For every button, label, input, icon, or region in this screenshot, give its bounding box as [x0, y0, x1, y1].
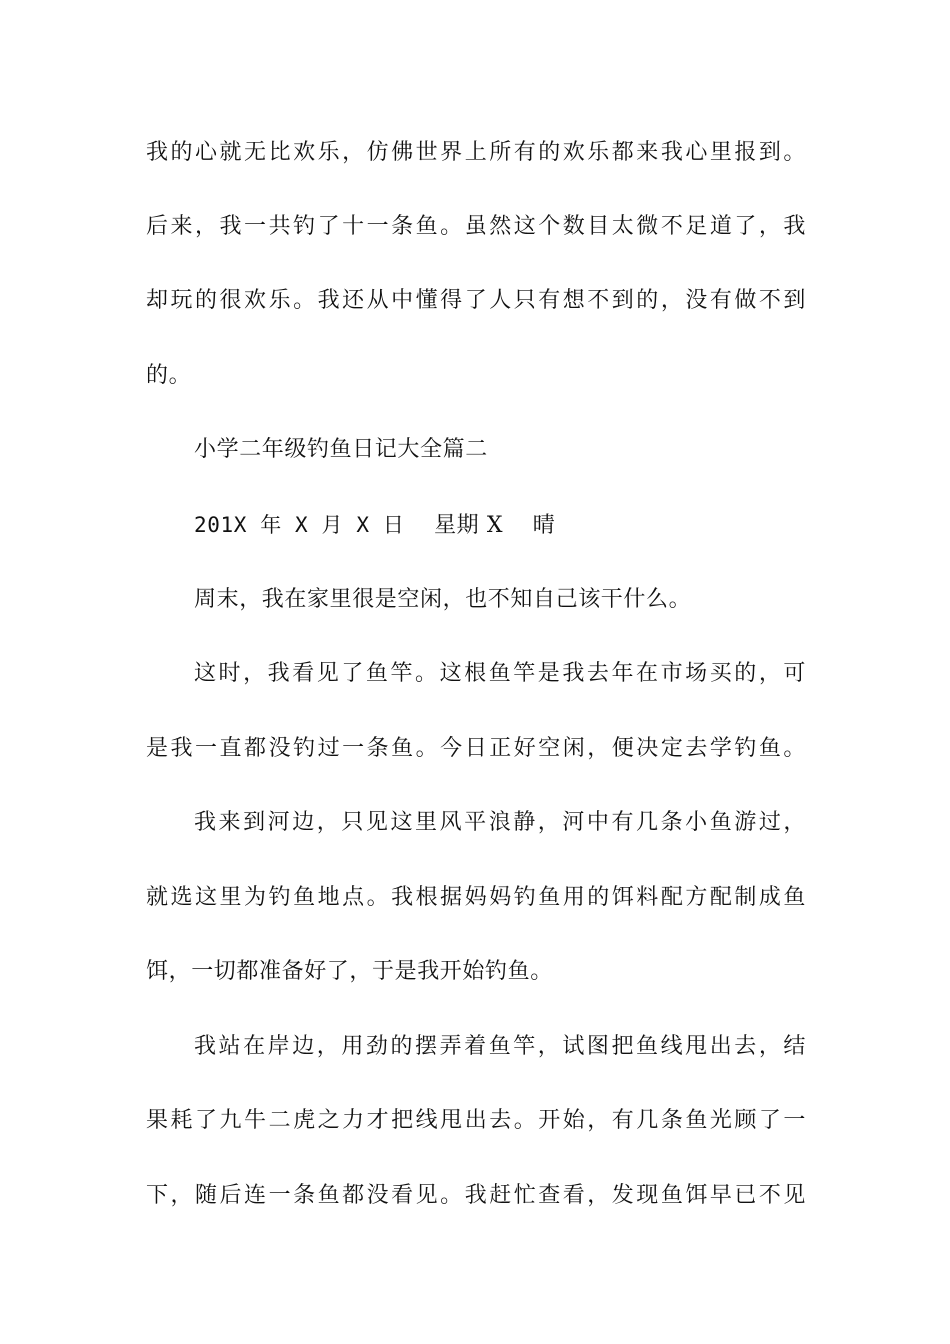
body-line: 这时，我看见了鱼竿。这根鱼竿是我去年在市场买的，可 — [194, 661, 806, 686]
body-line: 下，随后连一条鱼都没看见。我赶忙查看，发现鱼饵早已不见 — [146, 1183, 806, 1208]
body-line: 后来，我一共钓了十一条鱼。虽然这个数目太微不足道了，我 — [146, 214, 806, 239]
diary-weekday: 星期 X — [434, 513, 504, 538]
body-line: 是我一直都没钓过一条鱼。今日正好空闲，便决定去学钓鱼。 — [146, 736, 806, 761]
body-line: 却玩的很欢乐。我还从中懂得了人只有想不到的，没有做不到 — [146, 288, 806, 313]
body-line: 周末，我在家里很是空闲，也不知自己该干什么。 — [194, 587, 692, 612]
body-line: 我站在岸边，用劲的摆弄着鱼竿，试图把鱼线甩出去，结 — [194, 1034, 806, 1059]
diary-weather: 晴 — [532, 513, 556, 538]
section-heading: 小学二年级钓鱼日记大全篇二 — [194, 437, 488, 462]
body-line: 我来到河边，只见这里风平浪静，河中有几条小鱼游过， — [194, 810, 806, 835]
body-line: 果耗了九牛二虎之力才把线甩出去。开始，有几条鱼光顾了一 — [146, 1108, 806, 1133]
body-line: 就选这里为钓鱼地点。我根据妈妈钓鱼用的饵料配方配制成鱼 — [146, 885, 806, 910]
diary-date-line — [194, 510, 854, 540]
body-line: 饵，一切都准备好了，于是我开始钓鱼。 — [146, 959, 553, 984]
body-line: 我的心就无比欢乐，仿佛世界上所有的欢乐都来我心里报到。 — [146, 140, 806, 165]
body-line: 的。 — [146, 363, 192, 388]
diary-date: 201X 年 X 月 X 日 — [194, 513, 405, 537]
